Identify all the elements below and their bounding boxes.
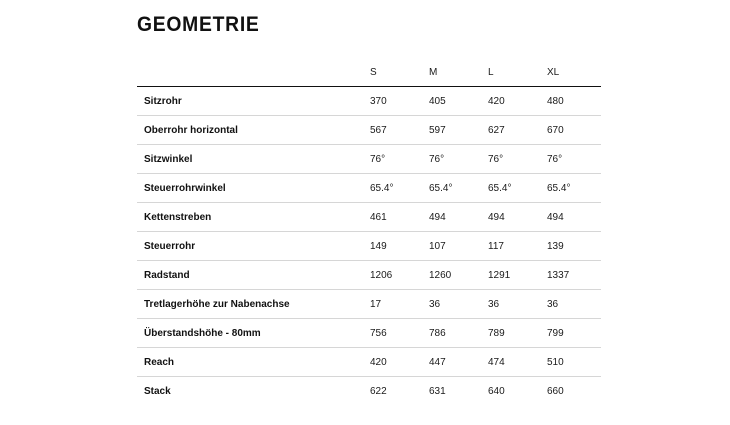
header-size-xl: XL: [546, 58, 601, 87]
cell-value-s: 17: [369, 290, 428, 319]
cell-value-xl: 65.4°: [546, 174, 601, 203]
cell-value-s: 1206: [369, 261, 428, 290]
row-label: Reach: [137, 348, 369, 377]
cell-value-s: 370: [369, 87, 428, 116]
header-size-m: M: [428, 58, 487, 87]
cell-value-m: 107: [428, 232, 487, 261]
cell-value-l: 494: [487, 203, 546, 232]
cell-value-s: 461: [369, 203, 428, 232]
cell-value-xl: 670: [546, 116, 601, 145]
row-label: Oberrohr horizontal: [137, 116, 369, 145]
header-label-cell: [137, 58, 369, 87]
cell-value-xl: 494: [546, 203, 601, 232]
cell-value-xl: 480: [546, 87, 601, 116]
table-header-row: [137, 58, 601, 87]
cell-value-m: 631: [429, 385, 446, 397]
cell-value-s: 420: [369, 348, 428, 377]
cell-value-s: 756: [369, 319, 428, 348]
row-label: Überstandshöhe - 80mm: [137, 319, 369, 348]
cell-value-m: 65.4°: [428, 174, 487, 203]
table-row: [137, 290, 601, 319]
table-row: [137, 319, 601, 348]
cell-value-s: 76°: [369, 145, 428, 174]
cell-value-l: 627: [487, 116, 546, 145]
cell-value-xl: 660: [547, 385, 564, 397]
page-title: GEOMETRIE: [137, 13, 260, 36]
cell-value-xl: 510: [546, 348, 601, 377]
cell-value-m: 1260: [428, 261, 487, 290]
cell-value-l: 474: [487, 348, 546, 377]
cell-value-l: 65.4°: [487, 174, 546, 203]
row-label: Sitzwinkel: [137, 145, 369, 174]
row-label: Steuerrohrwinkel: [137, 174, 369, 203]
cell-value-m: 786: [428, 319, 487, 348]
cell-value-xl: 36: [546, 290, 601, 319]
cell-value-m: 76°: [428, 145, 487, 174]
header-size-s: S: [369, 58, 428, 87]
cell-value-xl: 76°: [546, 145, 601, 174]
cell-value-xl: 1337: [546, 261, 601, 290]
cell-value-xl: 139: [546, 232, 601, 261]
cell-value-l: 36: [487, 290, 546, 319]
cell-value-m: 597: [428, 116, 487, 145]
row-label: Tretlagerhöhe zur Nabenachse: [137, 290, 369, 319]
cell-value-xl: 799: [546, 319, 601, 348]
cell-value-l: 117: [487, 232, 546, 261]
cell-value-m: 36: [428, 290, 487, 319]
cell-value-m: 447: [428, 348, 487, 377]
table-row: [137, 116, 601, 145]
row-label: Kettenstreben: [137, 203, 369, 232]
table-row: [137, 232, 601, 261]
row-label: Stack: [144, 385, 171, 397]
row-label: Steuerrohr: [137, 232, 369, 261]
table-row: [137, 348, 601, 377]
header-size-l: L: [487, 58, 546, 87]
geometry-table: [137, 58, 601, 405]
table-row: [137, 203, 601, 232]
cell-value-s: 65.4°: [369, 174, 428, 203]
row-label: Sitzrohr: [137, 87, 369, 116]
table-row: [137, 261, 601, 290]
cell-value-s: 567: [369, 116, 428, 145]
cell-value-m: 494: [428, 203, 487, 232]
table-body: [137, 87, 601, 406]
table-row: [137, 174, 601, 203]
row-label: Radstand: [137, 261, 369, 290]
cell-value-s: 149: [369, 232, 428, 261]
table-row: [137, 145, 601, 174]
table-row: [137, 377, 601, 406]
cell-value-l: 640: [488, 385, 505, 397]
cell-value-l: 789: [487, 319, 546, 348]
cell-value-l: 76°: [487, 145, 546, 174]
cell-value-s: 622: [370, 385, 387, 397]
table-row: [137, 87, 601, 116]
cell-value-l: 420: [487, 87, 546, 116]
cell-value-m: 405: [428, 87, 487, 116]
cell-value-l: 1291: [487, 261, 546, 290]
